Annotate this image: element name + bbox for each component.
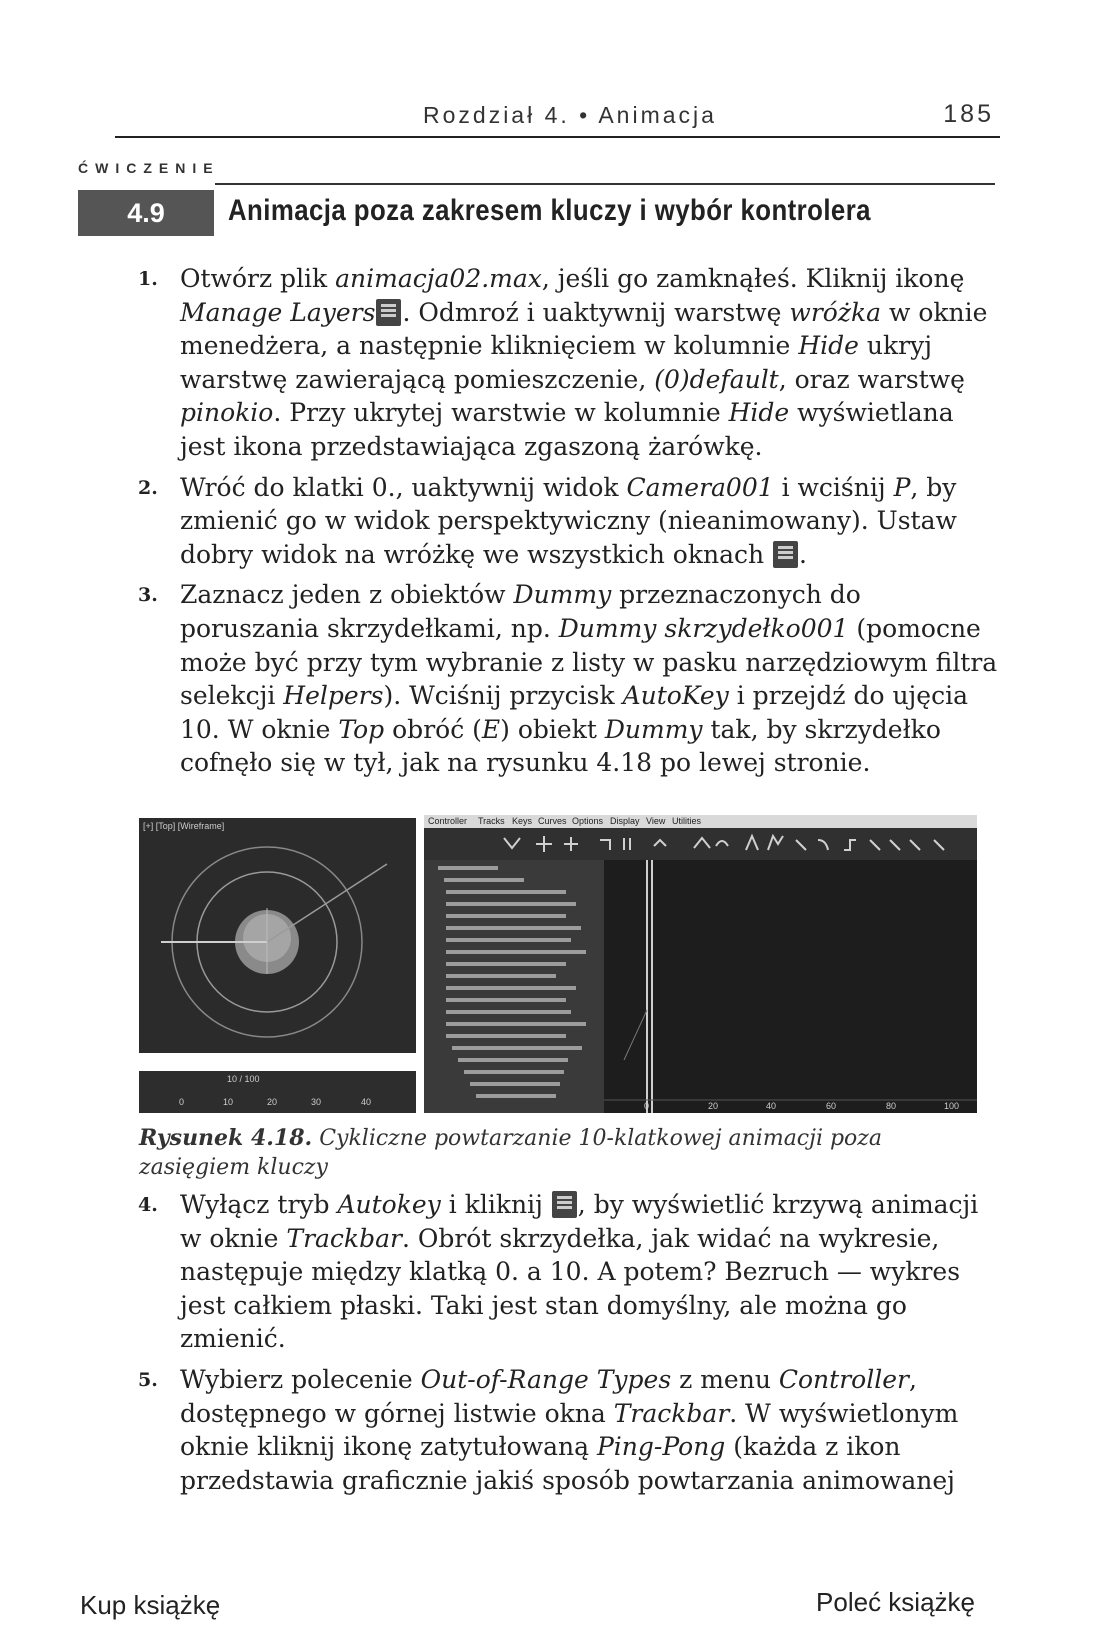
tick-label: 40 [766,1101,777,1111]
step-text: Otwórz plik [180,264,336,293]
mode-name: Autokey [337,1190,441,1219]
window-name: Trackbar [613,1398,730,1428]
tick-label: 80 [886,1101,897,1111]
exercise-title: Animacja poza zakresem kluczy i wybór kontrolera [228,194,871,227]
step-text: przeznaczonych do poruszania skrzydełkami, np. [180,580,861,643]
viewport-name: Top [338,714,385,744]
manage-layers-icon [376,299,401,326]
layer-name: wróżka [789,297,882,327]
step-text: i wciśnij [773,472,894,502]
menu-item: Options [572,816,604,826]
curve-editor-icon [552,1191,577,1218]
page-number: 185 [943,100,994,128]
step-text: i przejdź do ujęcia 10. W oknie [180,681,968,744]
chapter-title: Rozdział 4. • Animacja [423,102,717,128]
step-text: w oknie menedżera, a następnie kliknięciem w kolumnie [180,297,988,361]
step-number: 5. [138,1368,158,1391]
key-name: P [893,472,911,502]
button-name: AutoKey [622,681,729,711]
step-text: Wybierz polecenie [180,1364,421,1394]
step-number: 3. [138,584,158,607]
window-name: Trackbar [286,1223,402,1253]
file-name: animacja02.max [335,264,542,293]
step-text: i kliknij [440,1190,551,1219]
menu-item: Keys [512,816,533,826]
recommend-book-link[interactable]: Poleć książkę [816,1587,975,1617]
step-number: 2. [138,476,158,499]
tick-label: 30 [311,1097,322,1107]
hide-term: Hide [798,331,859,361]
object-name: Dummy skrzydełko001 [558,613,849,643]
layer-name: (0)default [654,364,779,394]
step-text: ). Wciśnij przycisk [383,681,623,711]
step-text: ) obiekt [500,714,605,744]
tick-label: 40 [361,1097,372,1107]
step-5 [138,1363,998,1497]
menu-item: Curves [538,816,567,826]
running-head [115,96,1000,138]
exercise-rule [215,183,995,185]
filter-name: Helpers [283,681,384,711]
viewport-drawing [139,818,416,1053]
tick-label: 60 [826,1101,837,1111]
tick-label: 100 [944,1101,960,1111]
step-number: 1. [138,268,158,290]
curve-editor-menubar [424,815,977,828]
step-1 [138,262,998,464]
step-4 [138,1188,998,1356]
timeline-counter: 10 / 100 [227,1074,260,1084]
hide-term: Hide [728,398,790,428]
manage-layers-term: Manage Layers [180,297,376,327]
track-list [424,860,604,1113]
step-text: , by wyświetlić krzywą animacji w oknie [180,1190,979,1253]
tick-label: 20 [708,1101,719,1111]
menu-name: Controller [778,1364,909,1394]
top-viewport-screenshot [139,818,416,1053]
exercise-label: ĆWICZENIE [78,160,220,176]
tick-label: 0 [179,1097,185,1107]
option-name: Ping-Pong [596,1432,726,1462]
steps-bottom [138,1188,998,1504]
menu-item: View [646,816,666,826]
curve-graph-lines [604,860,977,1113]
track-list-rows [424,860,604,1113]
step-text: wyświetlana jest ikona przedstawiająca zgaszoną żarówkę. [180,398,954,461]
step-3 [138,578,998,780]
object-type: Dummy [604,714,703,744]
menu-item: Display [610,816,640,826]
camera-name: Camera001 [626,472,774,502]
step-text: ukryj warstwę zawierającą pomieszczenie, [180,331,932,394]
toolbar-icons [424,828,977,860]
exercise-number: 4.9 [78,190,214,236]
curve-editor-screenshot [424,815,977,1113]
menu-item: Tracks [478,816,505,826]
figure-caption [139,1124,999,1182]
tick-label: 20 [267,1097,278,1107]
step-text: . Przy ukrytej warstwie w kolumnie [273,398,729,428]
caption-text: Cykliczne powtarzanie 10-klatkowej animacji poza zasięgiem kluczy [139,1126,883,1180]
command-name: Out-of-Range Types [420,1364,672,1394]
step-text: tak, by skrzydełko cofnęło się w tył, jak na rysunku 4.18 po lewej stronie. [180,714,941,778]
zoom-extents-all-icon [773,541,798,568]
step-text: Zaznacz jeden z obiektów [180,580,514,610]
curve-editor-toolbar [424,828,977,860]
step-text: , oraz warstwę [778,364,965,394]
viewport-label: [+] [Top] [Wireframe] [143,821,225,831]
object-type: Dummy [513,580,612,610]
step-text: , dostępnego w górnej listwie okna [180,1364,917,1428]
step-number: 4. [138,1194,158,1216]
key-name: E [481,714,501,744]
step-text: , by zmienić go w widok perspektywiczny (nieanimowany). Ustaw dobry widok na wróżkę we wszystkich oknach [180,472,957,569]
step-text: . Obrót skrzydełka, jak widać na wykresie, następuje między klatką 0. a 10. A potem? Bezruch — wykres jest całkiem płaski. Taki jest stan domyślny, ale można go zmienić. [180,1223,961,1354]
trackbar-strip [139,1071,416,1113]
step-text: Wyłącz tryb [180,1190,338,1219]
step-text: . [799,539,807,569]
layer-name: pinokio [180,398,274,428]
step-text: obróć ( [384,714,482,744]
step-text: (każda z ikon przedstawia graficznie jakiś sposób powtarzania animowanej [180,1432,955,1495]
tick-label: 10 [223,1097,234,1107]
step-text: . Odmroź i uaktywnij warstwę [402,297,790,327]
step-text: , jeśli go zamknąłeś. Kliknij ikonę [541,264,965,293]
step-2 [138,471,998,572]
curve-graph [604,860,977,1113]
menu-item: Controller [428,816,468,826]
menu-item: Utilities [672,816,702,826]
step-text: (pomocne może być przy tym wybranie z listy w pasku narzędziowym filtra selekcji [180,613,998,711]
tick-label: 0 [644,1101,650,1111]
step-text: z menu [671,1364,779,1394]
buy-book-link[interactable]: Kup książkę [80,1590,221,1620]
step-text: . W wyświetlonym oknie kliknij ikonę zatytułowaną [180,1398,959,1462]
caption-label: Rysunek 4.18. [139,1125,313,1151]
steps-top [138,262,998,787]
step-text: Wróć do klatki 0., uaktywnij widok [180,472,627,502]
